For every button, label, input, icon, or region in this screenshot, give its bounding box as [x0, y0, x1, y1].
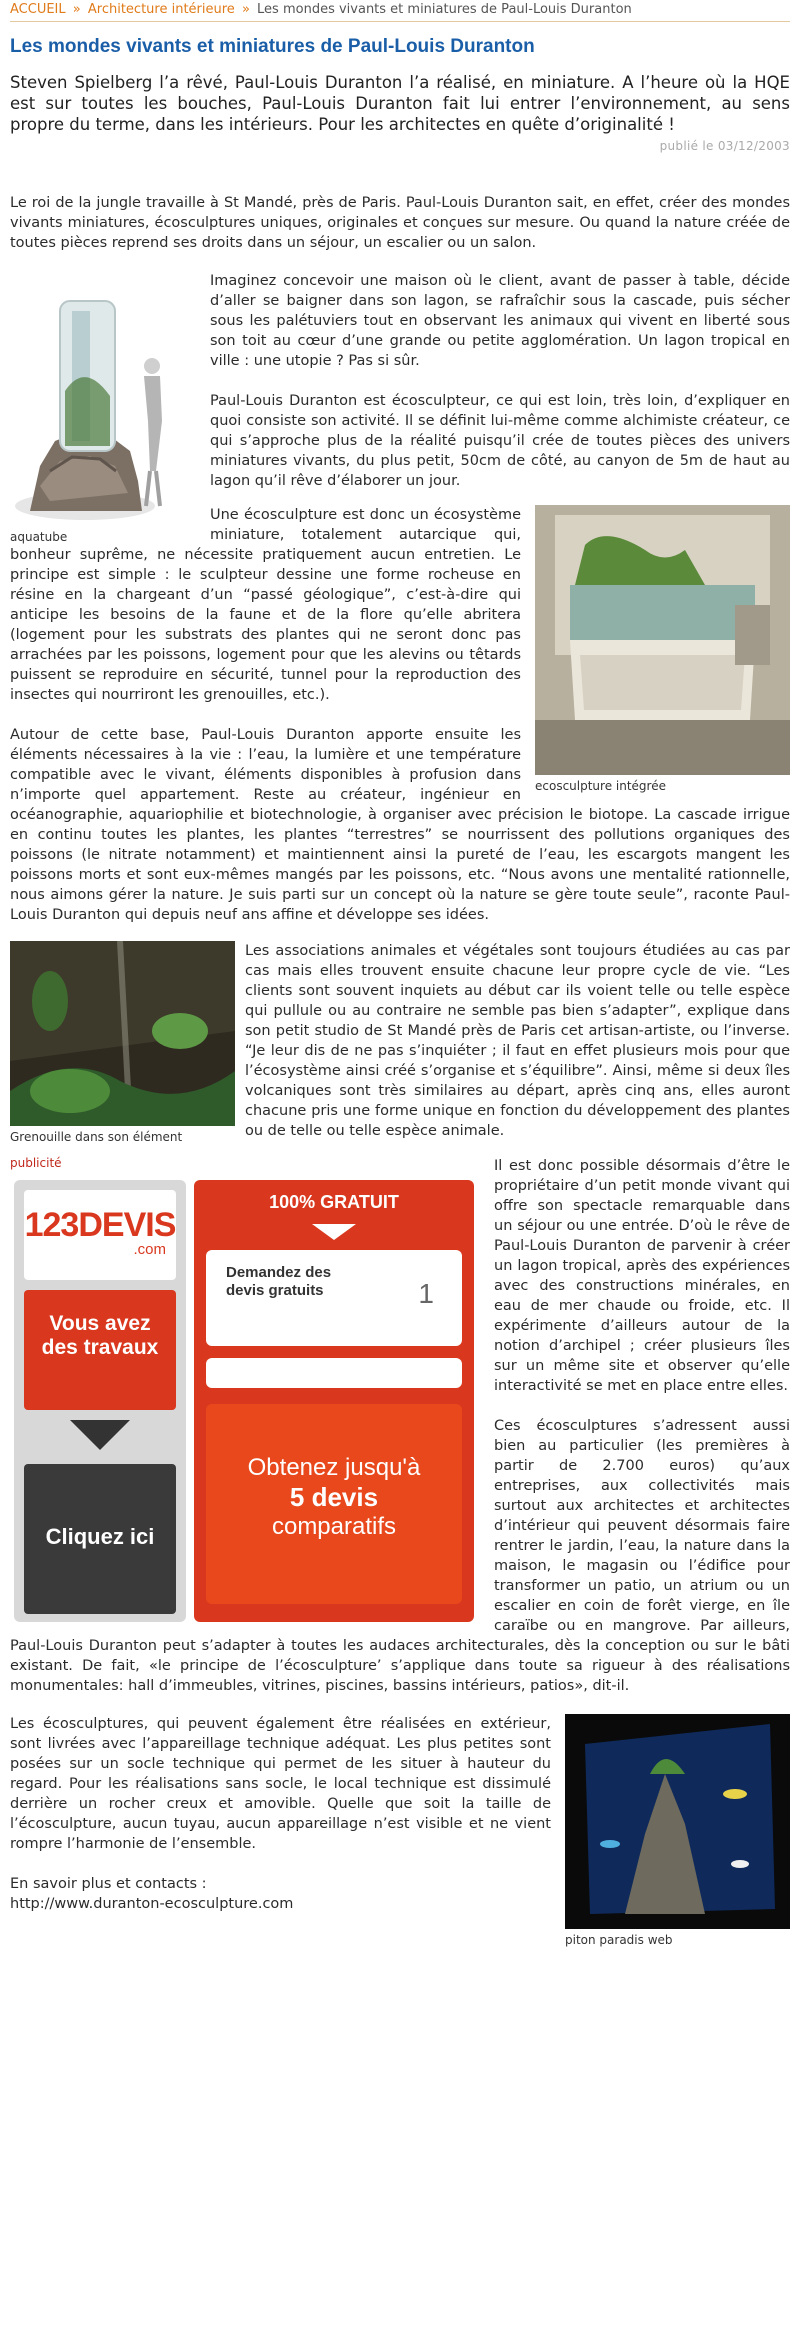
article-lead: Steven Spielberg l’a rêvé, Paul-Louis Duranton l’a réalisé, en miniature. A l’heure où la HQE est sur toutes les bouches, Paul-Louis Duranton fait lui entrer l’environnement, au sens propre du terme, dans les intérieurs. Pour les architectes en quête d’originalité !: [10, 73, 790, 134]
grenouille-photo: [10, 941, 235, 1126]
paragraph-5: Autour de cette base, Paul-Louis Duranton apporte ensuite les éléments nécessaires à la vie : l’eau, la lumière et une température compatible avec le vivant, éléments disponibles à profusion dans n’importe quel appartement. Reste au créateur, ingénieur en océanographie, aquariophilie et biotechnologie, à organiser avec précision le biotope. La cascade irrigue en continu toutes les plantes, les plantes “terrestres” se nourrissent des pollutions organiques des poissons (le nitrate notamment) et maintiennent ainsi la pureté de l’eau, les escargots mangent les poissons morts et sont eux-mêmes mangés par les poissons, etc. “Nous avons une mentalité rationnelle, nous aimons gérer la nature. Je suis parti sur un concept où la nature se gère toute seule”, raconte Paul-Louis Duranton qui depuis neuf ans affine et développe ses idées.: [10, 727, 790, 923]
grenouille-figure: [10, 941, 235, 1144]
ad-arrow-icon: [70, 1420, 130, 1450]
integree-figure: [535, 505, 790, 793]
caption-piton: piton paradis web: [565, 1933, 673, 1947]
paragraph-7: Il est donc possible désormais d’être le propriétaire d’un petit monde vivant qui offre son spectacle remarquable dans un séjour ou une entrée. D’où le rêve de Paul-Louis Duranton de parvenir à créer un lagon tropical, après des expériences avec des constructions minérales, en eau de mer chaude ou froide, etc. Il expérimente d’ailleurs autour de la notion d’archipel ; créer plusieurs îles sur un même site et observer qu’elle interactivité se met en place entre elles.: [494, 1158, 790, 1394]
ad-cliquez-button[interactable]: Cliquez ici: [24, 1464, 176, 1614]
ad-step-1: Demandez des devis gratuits 1: [206, 1250, 462, 1346]
paragraph-3: Paul-Louis Duranton est écosculpteur, ce qui est loin, très loin, d’expliquer en quoi consiste son activité. Il se définit lui-même comme alchimiste créateur, ce qui s’approche plus de la réalité puisqu’il crée de toutes pièces des univers miniatures vivants, du plus petit, 50cm de côté, au canyon de 5m de haut au lagon qu’il rêve d’élaborer un jour.: [210, 393, 790, 489]
publish-date: publié le 03/12/2003: [659, 139, 790, 153]
breadcrumb-current: Les mondes vivants et miniatures de Paul-Louis Duranton: [257, 2, 632, 17]
piton-photo: [565, 1714, 790, 1929]
breadcrumb: [10, 0, 790, 22]
article-title: Les mondes vivants et miniatures de Paul-Louis Duranton: [10, 36, 535, 57]
integree-photo: [535, 505, 790, 775]
ad-chevron-icon: [312, 1224, 356, 1240]
breadcrumb-home-link[interactable]: ACCUEIL: [10, 2, 66, 17]
more-info-label: En savoir plus et contacts :: [10, 1876, 207, 1892]
more-info-link[interactable]: http://www.duranton-ecosculpture.com: [10, 1896, 294, 1912]
ad-gratuit: 100% GRATUIT: [269, 1192, 399, 1212]
ad-obtenez: Obtenez jusqu'à 5 devis comparatifs: [206, 1404, 462, 1604]
breadcrumb-separator: »: [241, 2, 250, 17]
caption-aquatube: aquatube: [10, 530, 68, 544]
ad-left-column: [14, 1180, 186, 1622]
ad-banner[interactable]: [10, 1176, 480, 1626]
paragraph-9: Les écosculptures, qui peuvent également être réalisées en extérieur, sont livrées avec l’appareillage technique adéquat. Les plus petites sont posées sur un socle technique qui permet de les situer à hauteur du regard. Pour les réalisations sans socle, le local technique est dissimulé derrière un rocher creux et amovible. Quelle que soit la taille de l’écosculpture, aucun tuyau, aucun appareillage n’est visible et ne vient rompre l’harmonie de l’ensemble.: [10, 1716, 551, 1852]
ad-right-column: [194, 1180, 474, 1622]
ad-vous-avez: Vous avez des travaux: [24, 1290, 176, 1410]
paragraph-8: Ces écosculptures s’adressent aussi bien au particulier (les premières à partir de 2.700 euros) qu’aux entreprises, aux collectivités mais surtout aux architectes et architectes d’intérieur qui peuvent désormais faire rentrer le jardin, l’eau, la nature dans la maison, le magasin ou l’édifice pour transformer un patio, un atrium ou un escalier en coin de forêt vierge, en île caraïbe ou en mangrove. Par ailleurs, Paul-Louis Duranton peut s’adapter à toutes les audaces architecturales, dès la conception ou sur le bâti existant. De fait, «le principe de l’écosculpture’ s’applique dans toute sa rigueur à des réalisations monumentales: hall d’immeubles, vitrines, piscines, bassins intérieurs, patios», dit-il.: [10, 1418, 790, 1694]
caption-grenouille: Grenouille dans son élément: [10, 1130, 183, 1144]
aquatube-photo: [10, 271, 200, 526]
piton-figure: [565, 1714, 790, 1947]
paragraph-2: Imaginez concevoir une maison où le client, avant de passer à table, décide d’aller se baigner dans son lagon, se rafraîchir sous la cascade, puis sécher sous les palétuviers tout en observant les animaux qui vivent en liberté sous son toit au cœur d’une grande ou petite agglomération. Un lagon tropical en ville : une utopie ? Pas si sûr.: [210, 273, 790, 369]
aquatube-figure: [10, 271, 200, 544]
advertisement: [10, 1156, 480, 1626]
breadcrumb-section-link[interactable]: Architecture intérieure: [87, 2, 235, 17]
paragraph-1: Le roi de la jungle travaille à St Mandé, près de Paris. Paul-Louis Duranton sait, en effet, créer des mondes vivants miniatures, écosculptures uniques, originales et conçues sur mesure. Ou quand la nature créée de toutes pièces reprend ses droits dans un séjour, un escalier ou un salon.: [10, 195, 790, 251]
ad-label: publicité: [10, 1156, 62, 1170]
breadcrumb-separator: »: [72, 2, 81, 17]
caption-integree: ecosculpture intégrée: [535, 779, 666, 793]
ad-step-2: [206, 1358, 462, 1388]
paragraph-4: Une écosculpture est donc un écosystème miniature, totalement autarcique qui, bonheur suprême, ne nécessite pratiquement aucun entretien. Le principe est simple : le sculpteur dessine une forme rocheuse en résine en la chargeant d’un “passé géologique”, c’est-à-dire qui anticipe les besoins de la faune et de la flore qu’elle abritera (logement pour les substrats des plantes qui ne seront donc pas arrachées par les poissons, logement pour que les alevins ou têtards puissent se reproduire en sécurité, tunnel pour la reproduction des insectes qui nourriront les grenouilles, etc.).: [10, 507, 521, 703]
ad-logo: 123DEVIS .com: [24, 1190, 176, 1280]
paragraph-6: Les associations animales et végétales sont toujours étudiées au cas par cas mais elles trouvent ensuite chacune leur propre cycle de vie. “Les clients sont souvent inquiets au début car ils voient telle ou telle espèce qui pullule ou au contraire ne semble pas bien s’adapter”, explique dans son petit studio de St Mandé près de Paris cet artisan-artiste, ou l’inverse. “Je leur dis de ne pas s’inquiéter ; il faut en effet plusieurs mois pour que l’écosystème ainsi créé s’organise et s’équilibre”. Ainsi, même si deux îles volcaniques sont très similaires au départ, après cinq ans, elles auront chacune pris une forme unique en fonction du développement des plantes ou de telle ou telle espèce animale.: [245, 943, 790, 1139]
